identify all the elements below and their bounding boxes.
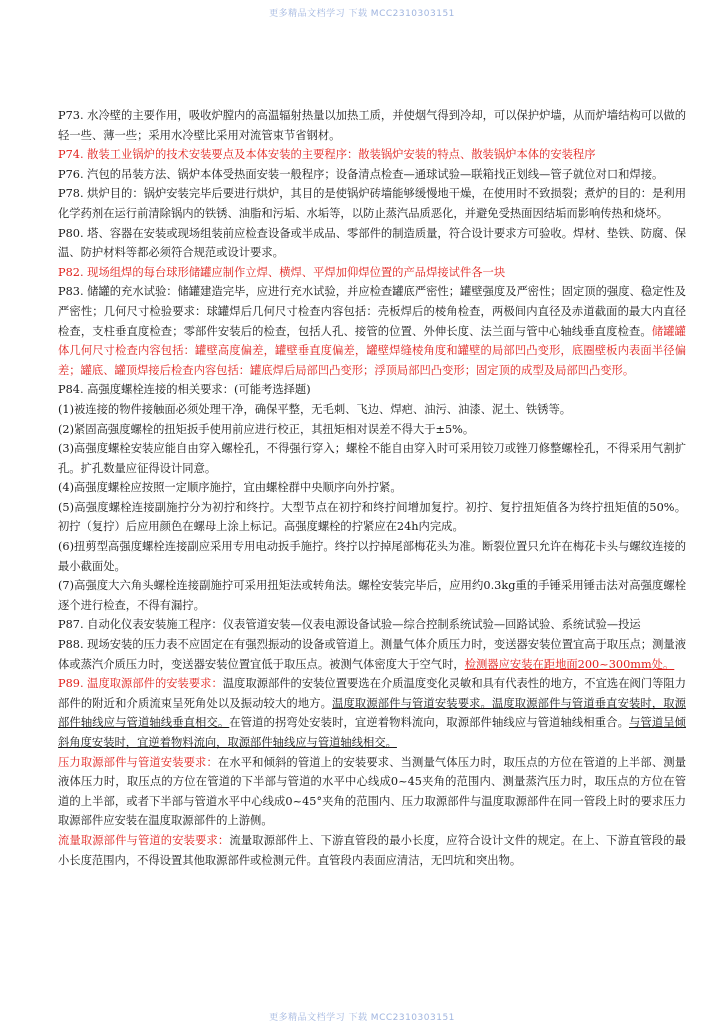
p88-main-text: P88. 现场安装的压力表不应固定在有强烈振动的设备或管道上。测量气体介质压力时，变送器安装位置宜高于取压点；测量液体或蒸汽介质压力时，变送器安装位置宜低于取压点。被测气体密度大于空气时， bbox=[58, 638, 686, 671]
paragraph-p89 bbox=[58, 674, 686, 752]
paragraph-p88 bbox=[58, 635, 686, 674]
p89-underline-1: 温度取源部件与管道安装要求。 bbox=[332, 696, 492, 710]
p88-highlight-text: 检测器应安装在距地面200~300mm处。 bbox=[464, 657, 675, 671]
paragraph-p73: P73. 水冷壁的主要作用，吸收炉膛内的高温辐射热量以加热工质，并使烟气得到冷却，可以保护炉墙，从而炉墙结构可以做的轻一些、薄一些；采用水冷壁比采用对流管束节省钢材。 bbox=[58, 109, 686, 142]
pressure-body: 在水平和倾斜的管道上的安装要求、当测量气体压力时，取压点的方位在管道的上半部、测量液体压力时，取压点的方位在管道的下半部与管道的水平中心线成0~45夹角的范围内、测量蒸汽压力时，取压点的方位在管道的上半部，或者下半部与管道水平中心线成0~45°夹角的范围内、压力取源部件与温度取源部件在同一管段上时的要求压力取源部件应安装在温度取源部件的上游侧。 bbox=[58, 755, 686, 828]
p84-item-6: (6)扭剪型高强度螺栓连接副应采用专用电动扳手施拧。终拧以拧掉尾部梅花头为准。断裂位置只允许在梅花卡头与螺纹连接的最小截面处。 bbox=[58, 540, 686, 573]
flow-body: 流量取源部件上、下游直管段的最小长度，应符合设计文件的规定。在上、下游直管段的最小长度范围内，不得设置其他取源部件或检测元件。直管段内表面应清洁，无凹坑和突出物。 bbox=[58, 833, 686, 867]
p83-main-text: P83. 储罐的充水试验：储罐建造完毕，应进行充水试验，并应检查罐底严密性；罐壁强度及严密性；固定顶的强度、稳定性及严密性；几何尺寸检验要求：球罐焊后几何尺寸检查内容包括：壳板焊后的棱角检查，两极间内直径及赤道截面的最大内直径检查，支柱垂直度检查；零部件安装后的检查，包括人孔、接管的位置、外伸长度、法兰面与管中心轴线垂直度检查。 bbox=[58, 285, 686, 338]
document-page bbox=[58, 106, 686, 870]
p84-item-4: (4)高强度螺栓应按照一定顺序施拧，宜由螺栓群中央顺序向外拧紧。 bbox=[58, 481, 402, 495]
p89-underline-2: 温度取源部件与管道垂直安装时，取源部件轴线应与管道轴线垂直相交。 bbox=[58, 696, 686, 730]
p83-highlight-text: 储罐罐体几何尺寸检查内容包括：罐壁高度偏差，罐壁垂直度偏差，罐壁焊缝棱角度和罐壁的局部凹凸变形，底圈壁板内表面半径偏差；罐底、罐顶焊接后检查内容包括：罐底焊后局部凹凸变形；浮顶局部凹凸变形；固定顶的成型及局部凹凸变形。 bbox=[58, 324, 686, 377]
paragraph-p80: P80. 塔、容器在安装或现场组装前应检查设备或半成品、零部件的制造质量，符合设计要求方可验收。焊材、垫铁、防腐、保温、防护材料等都必须符合规范或设计要求。 bbox=[58, 226, 686, 260]
pressure-title: 压力取源部件与管道安装要求： bbox=[58, 755, 218, 769]
p89-mid: 在管道的拐弯处安装时，宜逆着物料流向，取源部件轴线应与管道轴线相重合。 bbox=[229, 716, 629, 730]
flow-title: 流量取源部件与管道的安装要求： bbox=[58, 833, 230, 847]
p84-item-5: (5)高强度螺栓连接副施拧分为初拧和终拧。大型节点在初拧和终拧间增加复拧。初拧、复拧扭矩值各为终拧扭矩值的50%。初拧（复拧）后应用颜色在螺母上涂上标记。高强度螺栓的拧紧应在24h内完成。 bbox=[58, 500, 686, 534]
bottom-watermark: 更多精品文档学习 下载 MCC2310303151 bbox=[269, 1013, 455, 1023]
paragraph-p74: P74. 散装工业锅炉的技术安装要点及本体安装的主要程序：散装锅炉安装的特点、散装锅炉本体的安装程序 bbox=[58, 148, 596, 162]
p89-body: 温度取源部件的安装位置要选在介质温度变化灵敏和具有代表性的地方，不宜选在阀门等阻力部件的附近和介质流束呈死角处以及振动较大的地方。 bbox=[58, 677, 686, 710]
paragraph-p78: P78. 烘炉目的：锅炉安装完毕后要进行烘炉，其目的是使锅炉砖墙能够缓慢地干燥，在使用时不致损裂；煮炉的目的：是利用化学药剂在运行前清除锅内的铁锈、油脂和污垢、水垢等，以防止蒸汽品质恶化，并避免受热面因结垢而影响传热和烧坏。 bbox=[58, 187, 686, 220]
paragraph-p76: P76. 汽包的吊装方法、锅炉本体受热面安装一般程序；设备清点检查—通球试验—联箱找正划线—管子就位对口和焊接。 bbox=[58, 167, 664, 181]
paragraph-p83 bbox=[58, 282, 686, 380]
paragraph-flow bbox=[58, 831, 686, 870]
paragraph-pressure bbox=[58, 753, 686, 831]
top-watermark: 更多精品文档学习 下载 MCC2310303151 bbox=[269, 9, 455, 19]
paragraph-p87: P87. 自动化仪表安装施工程序：仪表管道安装—仪表电源设备试验—综合控制系统试验—回路试验、系统试验—投运 bbox=[58, 618, 641, 632]
paragraph-p84-title: P84. 高强度螺栓连接的相关要求：(可能考选择题) bbox=[58, 383, 311, 397]
p84-item-7: (7)高强度大六角头螺栓连接副施拧可采用扭矩法或转角法。螺栓安装完毕后，应用约0.3kg重的手锤采用锤击法对高强度螺栓逐个进行检查，不得有漏拧。 bbox=[58, 579, 686, 612]
p89-title: P89. 温度取源部件的安装要求： bbox=[58, 677, 223, 691]
p84-item-3: (3)高强度螺栓安装应能自由穿入螺栓孔，不得强行穿入；螺栓不能自由穿入时可采用铰刀或锉刀修整螺栓孔，不得采用气割扩孔。扩孔数量应征得设计同意。 bbox=[58, 442, 686, 475]
paragraph-p82: P82. 现场组焊的每台球形储罐应制作立焊、横焊、平焊加仰焊位置的产品焊接试件各一块 bbox=[58, 265, 506, 279]
p84-item-2: (2)紧固高强度螺栓的扭矩扳手使用前应进行校正，其扭矩相对误差不得大于±5%。 bbox=[58, 422, 475, 436]
p84-item-1: (1)被连接的物件接触面必须处理干净，确保平整，无毛刺、飞边、焊疤、油污、油漆、泥土、铁锈等。 bbox=[58, 402, 572, 416]
p89-underline-3: 与管道呈倾斜角度安装时，宜逆着物料流向，取源部件轴线应与管道轴线相交。 bbox=[58, 716, 686, 749]
